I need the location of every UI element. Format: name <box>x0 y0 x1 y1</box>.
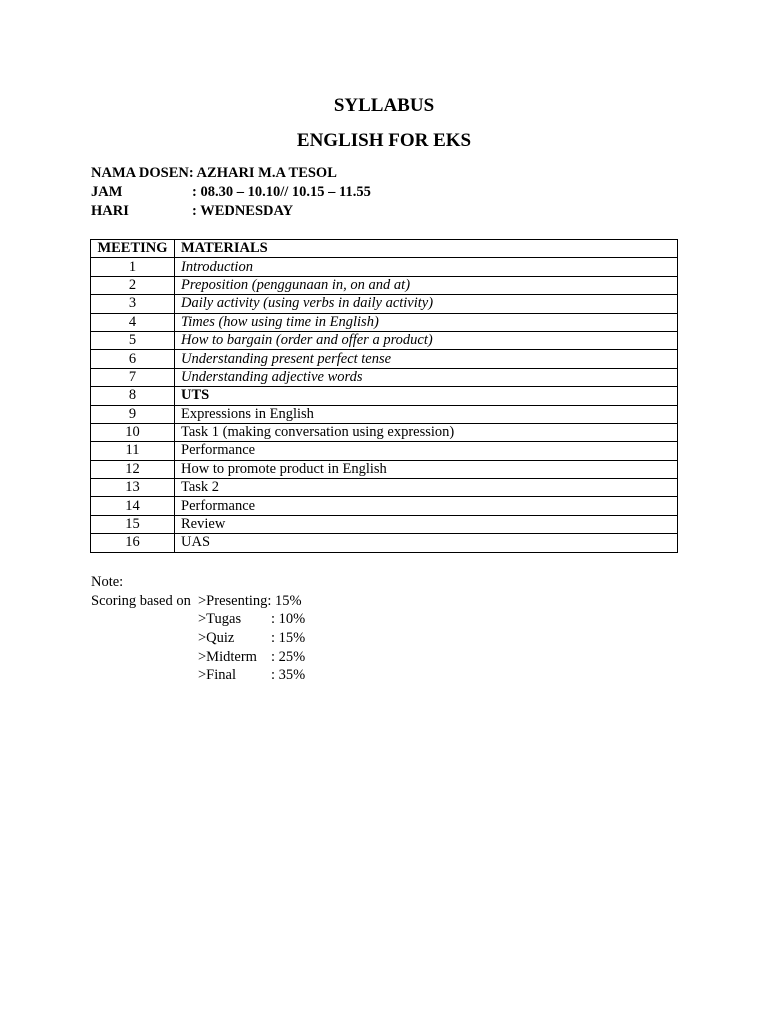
material-cell: UTS <box>175 387 678 405</box>
syllabus-table <box>90 239 678 553</box>
meeting-number: 7 <box>91 368 175 386</box>
material-cell: How to promote product in English <box>175 460 678 478</box>
dosen-row <box>91 164 337 183</box>
score-row <box>91 666 306 685</box>
score-value-text: : 15% <box>267 592 302 609</box>
table-row <box>91 276 678 294</box>
score-row <box>91 610 306 629</box>
document-subtitle: ENGLISH FOR EKS <box>296 130 472 151</box>
material-cell: UAS <box>175 534 678 552</box>
table-row <box>91 387 678 405</box>
table-row <box>91 460 678 478</box>
table-row <box>91 405 678 423</box>
meeting-number: 16 <box>91 534 175 552</box>
note-label: Note: <box>91 574 124 590</box>
material-cell: Understanding present perfect tense <box>175 350 678 368</box>
jam-label: JAM <box>91 184 123 200</box>
table-row <box>91 479 678 497</box>
header-materials: MATERIALS <box>175 240 678 258</box>
dosen-value: AZHARI M.A TESOL <box>196 165 337 181</box>
hari-label: HARI <box>91 203 129 219</box>
jam-value: : 08.30 – 10.10// 10.15 – 11.55 <box>192 184 371 200</box>
meeting-number: 13 <box>91 479 175 497</box>
meeting-number: 15 <box>91 515 175 533</box>
table-row <box>91 497 678 515</box>
meeting-number: 1 <box>91 258 175 276</box>
scoring-prefix: Scoring based on <box>91 592 191 609</box>
table-row <box>91 368 678 386</box>
material-cell: Understanding adjective words <box>175 368 678 386</box>
meeting-number: 12 <box>91 460 175 478</box>
material-cell: Introduction <box>175 258 678 276</box>
document-title: SYLLABUS <box>333 95 435 116</box>
score-item-name <box>198 592 302 611</box>
material-cell: Daily activity (using verbs in daily activity) <box>175 295 678 313</box>
material-cell: Times (how using time in English) <box>175 313 678 331</box>
material-cell: Performance <box>175 442 678 460</box>
score-name-text: >Presenting <box>198 592 268 609</box>
table-row <box>91 442 678 460</box>
meeting-number: 9 <box>91 405 175 423</box>
meeting-number: 14 <box>91 497 175 515</box>
meeting-number: 11 <box>91 442 175 460</box>
header-meeting: MEETING <box>91 240 175 258</box>
score-item-name: >Tugas <box>198 611 242 628</box>
meeting-number: 5 <box>91 331 175 349</box>
meeting-number: 8 <box>91 387 175 405</box>
score-item-name: >Midterm <box>198 648 257 665</box>
meeting-number: 10 <box>91 423 175 441</box>
material-cell: Performance <box>175 497 678 515</box>
material-cell: Task 2 <box>175 479 678 497</box>
material-cell: Preposition (penggunaan in, on and at) <box>175 276 678 294</box>
course-info <box>91 164 371 221</box>
hari-value: : WEDNESDAY <box>192 203 294 219</box>
score-item-value: : 10% <box>271 611 306 628</box>
dosen-label: NAMA DOSEN: <box>91 165 194 181</box>
table-row <box>91 258 678 276</box>
note-label-row <box>91 573 191 592</box>
material-cell: Task 1 (making conversation using expression) <box>175 423 678 441</box>
table-row <box>91 295 678 313</box>
material-cell: Review <box>175 515 678 533</box>
jam-row <box>91 183 371 202</box>
hari-row <box>91 202 337 221</box>
table-row <box>91 534 678 552</box>
score-item-name: >Final <box>198 667 236 684</box>
score-item-value: : 15% <box>271 630 306 647</box>
score-item-value: : 25% <box>271 648 306 665</box>
score-row <box>91 629 306 648</box>
table-row <box>91 313 678 331</box>
meeting-number: 2 <box>91 276 175 294</box>
material-cell: Expressions in English <box>175 405 678 423</box>
table-header-row <box>91 240 678 258</box>
material-cell: How to bargain (order and offer a product) <box>175 331 678 349</box>
score-row <box>91 648 306 667</box>
table-row <box>91 350 678 368</box>
meeting-number: 4 <box>91 313 175 331</box>
meeting-number: 6 <box>91 350 175 368</box>
meeting-number: 3 <box>91 295 175 313</box>
score-item-value: : 35% <box>271 667 306 684</box>
score-row <box>91 592 302 611</box>
score-item-name: >Quiz <box>198 630 235 647</box>
table-row <box>91 515 678 533</box>
scoring-note <box>91 573 306 685</box>
table-row <box>91 423 678 441</box>
table-row <box>91 331 678 349</box>
